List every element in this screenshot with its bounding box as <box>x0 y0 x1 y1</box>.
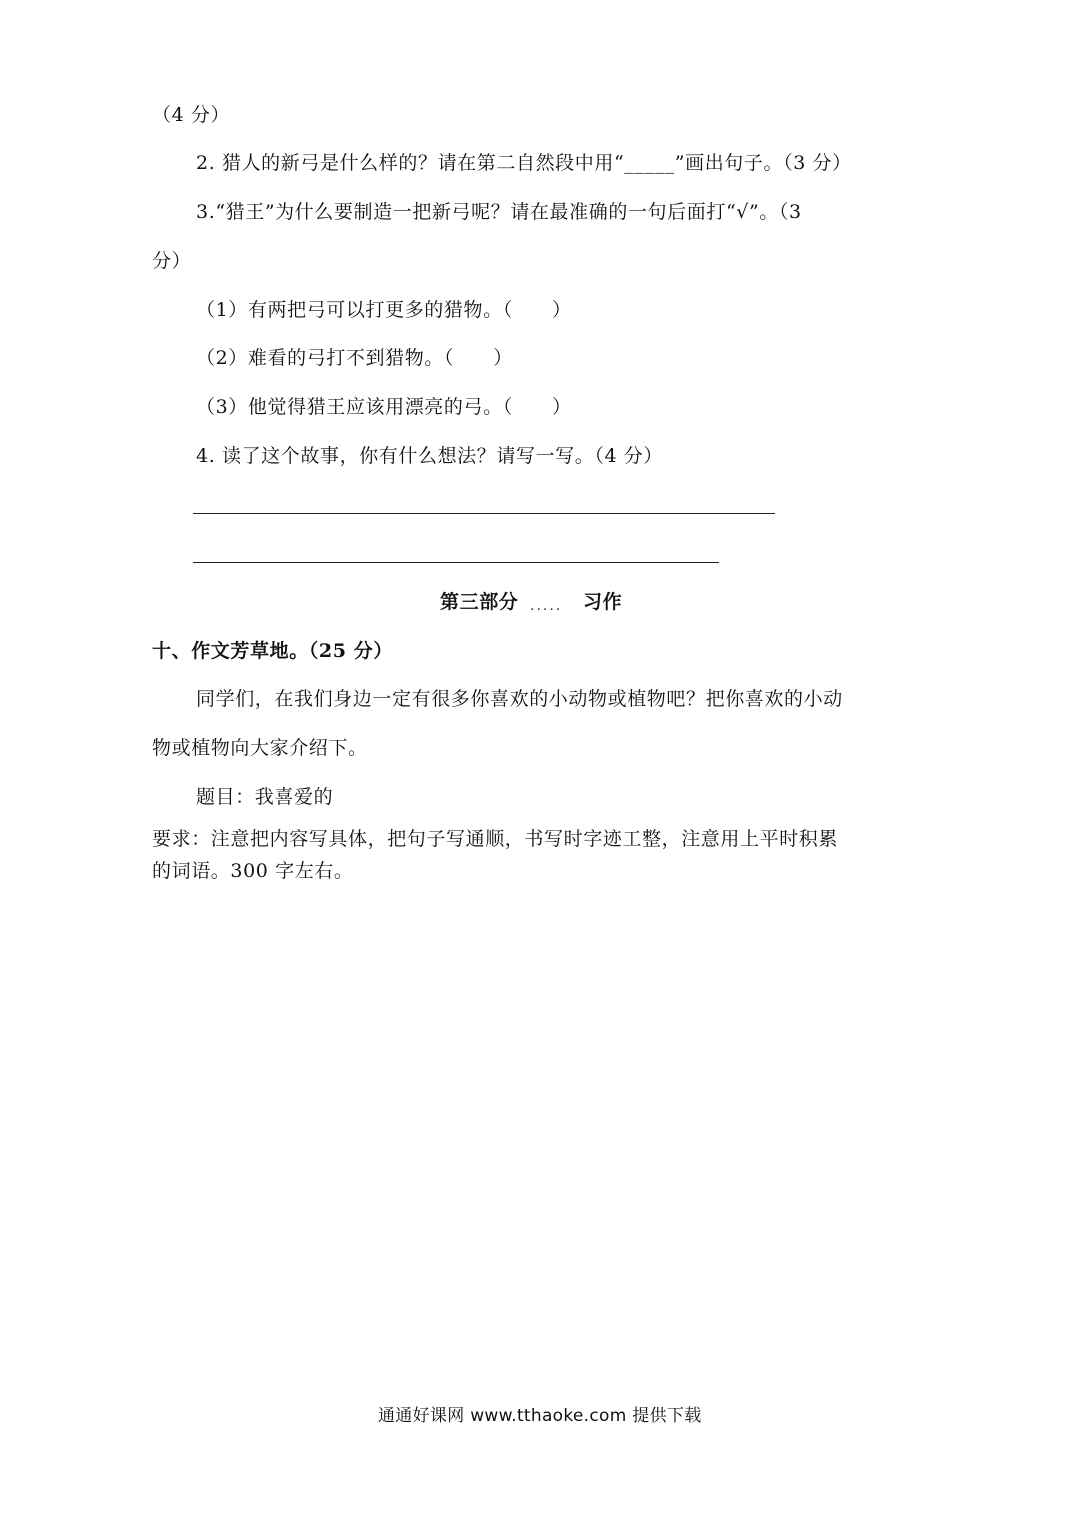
essay-prompt-line-1: 同学们，在我们身边一定有很多你喜欢的小动物或植物吧？把你喜欢的小动 <box>196 688 843 710</box>
answer-line-1 <box>193 513 775 514</box>
question-2: 2. 猎人的新弓是什么样的？请在第二自然段中用“_____”画出句子。（3 分） <box>196 152 852 174</box>
essay-requirement-line-1: 要求：注意把内容写具体，把句子写通顺，书写时字迹工整，注意用上平时积累 <box>152 828 839 850</box>
question-3-option-3: （3）他觉得猎王应该用漂亮的弓。（ ） <box>196 396 572 418</box>
essay-prompt-line-2: 物或植物向大家介绍下。 <box>152 737 368 759</box>
question-3-line-2: 分） <box>152 250 192 272</box>
part-3-title-dots: ..... <box>530 598 563 614</box>
question-3-option-1: （1）有两把弓可以打更多的猎物。（ ） <box>196 299 572 321</box>
footer-download-note: 通通好课网 www.tthaoke.com 提供下载 <box>378 1406 702 1426</box>
part-3-title: 第三部分 <box>440 591 519 613</box>
question-4: 4. 读了这个故事，你有什么想法？请写一写。（4 分） <box>196 445 663 467</box>
question-3-option-2: （2）难看的弓打不到猎物。（ ） <box>196 347 513 369</box>
essay-requirement-line-2: 的词语。300 字左右。 <box>152 860 354 882</box>
essay-topic: 题目：我喜爱的 <box>196 786 334 808</box>
question-10-title: 十、作文芳草地。（25 分） <box>152 640 393 662</box>
question-3-line-1: 3.“猎王”为什么要制造一把新弓呢？请在最准确的一句后面打“√”。（3 <box>196 201 802 223</box>
part-3-title-writing: 习作 <box>583 591 623 613</box>
answer-line-2 <box>193 562 719 563</box>
previous-question-score: （4 分） <box>152 104 231 126</box>
